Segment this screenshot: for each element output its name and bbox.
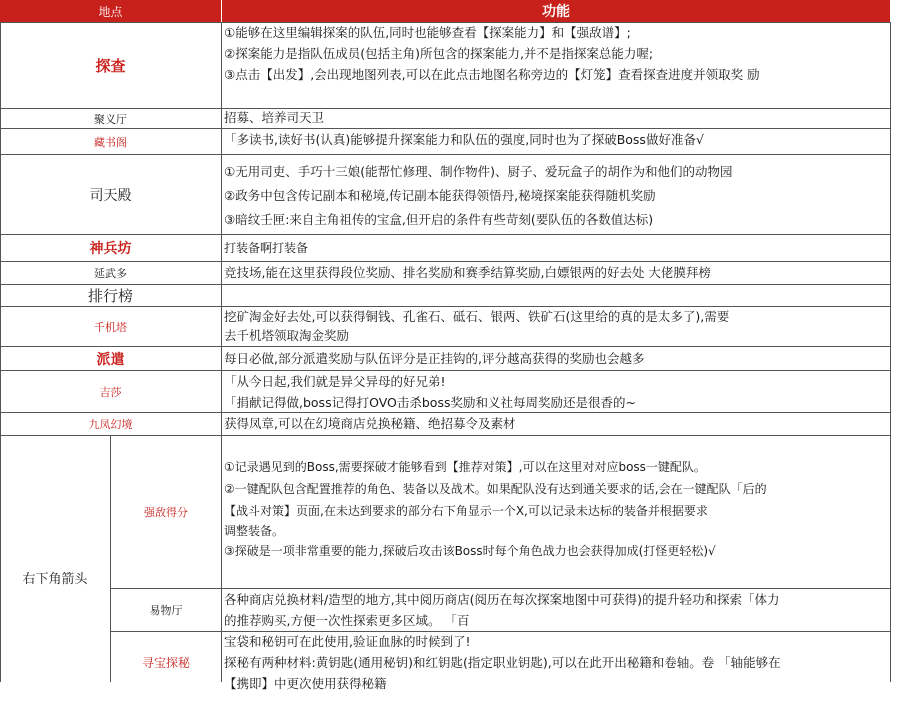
desc-line: ①能够在这里编辑探案的队伍,同时也能够查看【探案能力】和【强敌谱】; [224,25,631,40]
desc-line: 「多读书,读好书(认真)能够提升探案能力和队伍的强度,同时也为了探破Boss做好准备√ [224,132,704,147]
loc-yanwuduo: 延武多 [94,267,127,280]
loc-youxiajiao: 右下角箭头 [22,572,88,587]
desc-sitiandian [224,160,888,232]
desc-line: 【携即】中更次使用获得秘籍 [224,676,387,691]
desc-line: 招募、培养司天卫 [224,110,325,125]
loc-xunbaotanmi: 寻宝探秘 [141,655,190,670]
desc-qianjita [224,307,888,346]
header-edge [890,0,897,22]
header-function: 功能 [222,0,890,22]
desc-line: 竞技场,能在这里获得段位奖励、排名奖励和赛季结算奖励,白嫖银两的好去处 大佬膜拜榜 [224,265,711,280]
desc-line: 获得凤章,可以在幻境商店兑换秘籍、绝招募令及素材 [224,416,516,431]
loc-cangshuge: 藏书阁 [94,135,127,149]
loc-jisha: 吉莎 [99,385,122,399]
loc-jiufenghuanjing: 九凤幻境 [88,418,133,431]
desc-line: ③点击【出发】,会出现地图列表,可以在此点击地图名称旁边的【灯笼】查看探查进度并领取奖 励 [224,67,760,82]
desc-xunbaotanmi [224,652,888,691]
desc-line: 宝袋和秘钥可在此使用,验证血脉的时候到了! [224,634,471,649]
desc-line: 去千机塔领取淘金奖励 [224,328,350,343]
loc-qiangdidefen: 强敌得分 [144,506,188,519]
desc-line: ②探案能力是指队伍成员(包括主角)所包含的探案能力,并不是指探案总能力喔; [224,46,654,61]
desc-yiwuting [224,589,888,652]
desc-paiqian [224,347,888,370]
header-location: 地点 [0,0,221,22]
desc-line: 各种商店兑换材料/造型的地方,其中阅历商店(阅历在每次探案地图中可获得)的提升轻功和探索「体力 [224,592,780,607]
desc-line: 挖矿淘金好去处,可以获得铜钱、孔雀石、砥石、银两、铁矿石(这里给的真的是太多了),需要 [224,309,730,324]
loc-paihangbang: 排行榜 [87,287,133,305]
loc-paiqian: 派遣 [96,351,125,368]
desc-shenbingfang [224,236,888,260]
desc-line: 每日必做,部分派遣奖励与队伍评分是正挂钩的,评分越高获得的奖励也会越多 [224,351,645,366]
desc-line: ①记录遇见到的Boss,需要探破才能够看到【推荐对策】,可以在这里对对应boss一键配队。 [224,460,706,474]
loc-yiwuting: 易物厅 [149,604,183,617]
loc-tancha: 探查 [95,57,126,75]
col-divider [221,22,222,682]
desc-line: 打装备啊打装备 [224,241,309,255]
loc-qianjita: 千机塔 [94,320,127,334]
desc-line: 「捐献记得做,boss记得打OVO击杀boss奖励和义社每周奖励还是很香的~ [224,395,636,410]
desc-line: 的推荐购买,方便一次性探索更多区域。 「百 [224,613,470,628]
desc-qiangdidefen [224,456,888,586]
desc-yanwuduo [224,262,888,284]
desc-cangshuge [224,130,888,154]
col-divider [890,22,891,682]
desc-jiufenghuanjing [224,413,888,435]
desc-tancha [224,22,888,108]
desc-line: ②政务中包含传记副本和秘境,传记副本能获得领悟丹,秘境探案能获得随机奖励 [224,188,656,203]
desc-line: 「从今日起,我们就是异父异母的好兄弟! [224,374,446,389]
desc-line: 【战斗对策】页面,在未达到要求的部分右下角显示一个X,可以记录未达标的装备并根据要求 [224,504,708,518]
desc-line: 探秘有两种材料:黄钥匙(通用秘钥)和红钥匙(指定职业钥匙),可以在此开出秘籍和卷轴。卷 「轴能够在 [224,655,781,670]
desc-line: 调整装备。 [224,524,285,538]
loc-shenbingfang: 神兵坊 [89,241,132,257]
desc-line: ②一键配队包含配置推荐的角色、装备以及战术。如果配队没有达到通关要求的话,会在一键配队「后的 [224,482,767,496]
desc-line: ③暗纹壬匣:来自主角祖传的宝盒,但开启的条件有些苛刻(要队伍的各数值达标) [224,212,654,227]
desc-line: ①无用司吏、手巧十三娘(能帮忙修理、制作物件)、厨子、爱玩盒子的胡作为和他们的动物园 [224,164,733,179]
loc-juyiting: 聚义厅 [94,112,127,126]
desc-jisha [224,371,888,412]
desc-juyiting [224,108,888,128]
desc-line: ③探破是一项非常重要的能力,探破后攻击该Boss时每个角色战力也会获得加成(打怪更轻松)√ [224,544,716,558]
loc-sitiandian: 司天殿 [89,187,132,204]
